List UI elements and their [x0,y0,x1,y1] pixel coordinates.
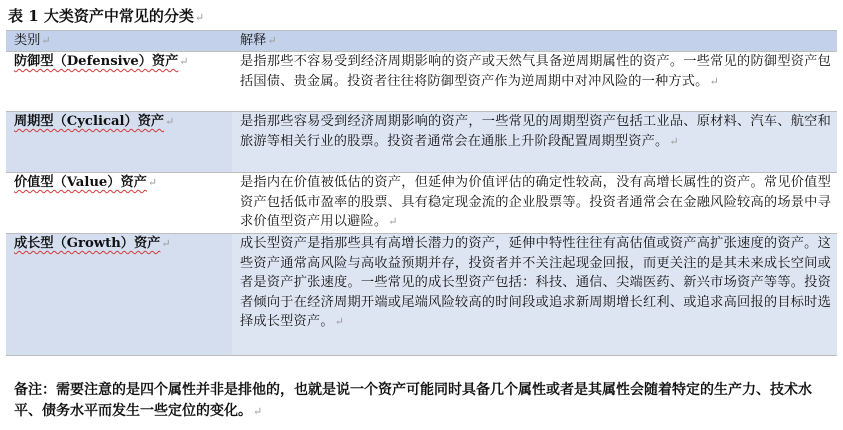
explanation-cell [232,52,837,112]
header-explanation [232,31,837,52]
header-category [6,31,232,52]
asset-classification-table [6,30,837,356]
paragraph-mark-icon: ↵ [179,55,189,68]
table-note [14,380,829,422]
explanation-text: 是指那些容易受到经济周期影响的资产，一些常见的周期型资产包括工业品、原材料、汽车、航空和旅游等相关行业的股票。投资者通常会在通胀上升阶段配置周期型资产。 [240,114,831,149]
paragraph-mark-icon: ↵ [161,237,171,250]
category-label: 价值型（Value）资产 [14,175,147,190]
paragraph-mark-icon: ↵ [165,115,175,128]
table-header-row [6,31,837,52]
paragraph-mark-icon: ↵ [41,34,51,47]
table-caption [8,4,204,28]
category-cell [6,112,232,173]
header-category-label: 类别 [14,33,41,48]
category-label: 周期型（Cyclical）资产 [14,114,165,129]
category-label: 成长型（Growth）资产 [14,236,161,251]
paragraph-mark-icon: ↵ [194,11,205,24]
paragraph-mark-icon: ↵ [267,34,277,47]
explanation-text: 成长型资产是指那些具有高增长潜力的资产，延伸中特性往往有高估值或资产高扩张速度的资产。这些资产通常高风险与高收益预期并存，投资者并不关注起现金回报，而更关注的是其未来成长空间或者是资产扩张速度。一些常见的成长型资产包括：科技、通信、尖端医药、新兴市场资产等等。投资者倾向于在经济周期开端或尾端风险较高的时间段或追求新周期增长红利、或追求高回报的目标时选择成长型资产。 [240,236,831,329]
category-cell [6,173,232,234]
paragraph-mark-icon: ↵ [147,176,158,189]
category-label: 防御型（Defensive）资产 [14,54,179,69]
paragraph-mark-icon: ↵ [334,315,345,328]
table-row-value [6,173,837,234]
paragraph-mark-icon: ↵ [388,215,398,228]
table-caption-text: 表 1 大类资产中常见的分类 [8,7,194,25]
explanation-cell [232,112,837,173]
explanation-cell [232,173,837,234]
paragraph-mark-icon: ↵ [253,405,263,418]
paragraph-mark-icon: ↵ [709,74,719,88]
explanation-text: 是指内在价值被低估的资产，但延伸为价值评估的确定性较高，没有高增长属性的资产。常见价值型资产包括低市盈率的股票、具有稳定现金流的企业股票等。投资者通常会在金融风险较高的场景中寻求价值型资产用以避险。 [240,175,831,229]
table-row-growth [6,234,837,356]
paragraph-mark-icon: ↵ [669,134,679,148]
explanation-cell [232,234,837,356]
header-explanation-label: 解释 [240,33,267,48]
note-text: 备注：需要注意的是四个属性并非是排他的，也就是说一个资产可能同时具备几个属性或者是其属性会随着特定的生产力、技术水平、债务水平而发生一些定位的变化。 [14,382,812,419]
category-cell [6,52,232,112]
category-cell [6,234,232,356]
table-row-defensive [6,52,837,112]
table-row-cyclical [6,112,837,173]
explanation-text: 是指那些不容易受到经济周期影响的资产或天然气具备逆周期属性的资产。一些常见的防御型资产包括国债、贵金属。投资者往往将防御型资产作为逆周期中对冲风险的一种方式。 [240,54,831,89]
